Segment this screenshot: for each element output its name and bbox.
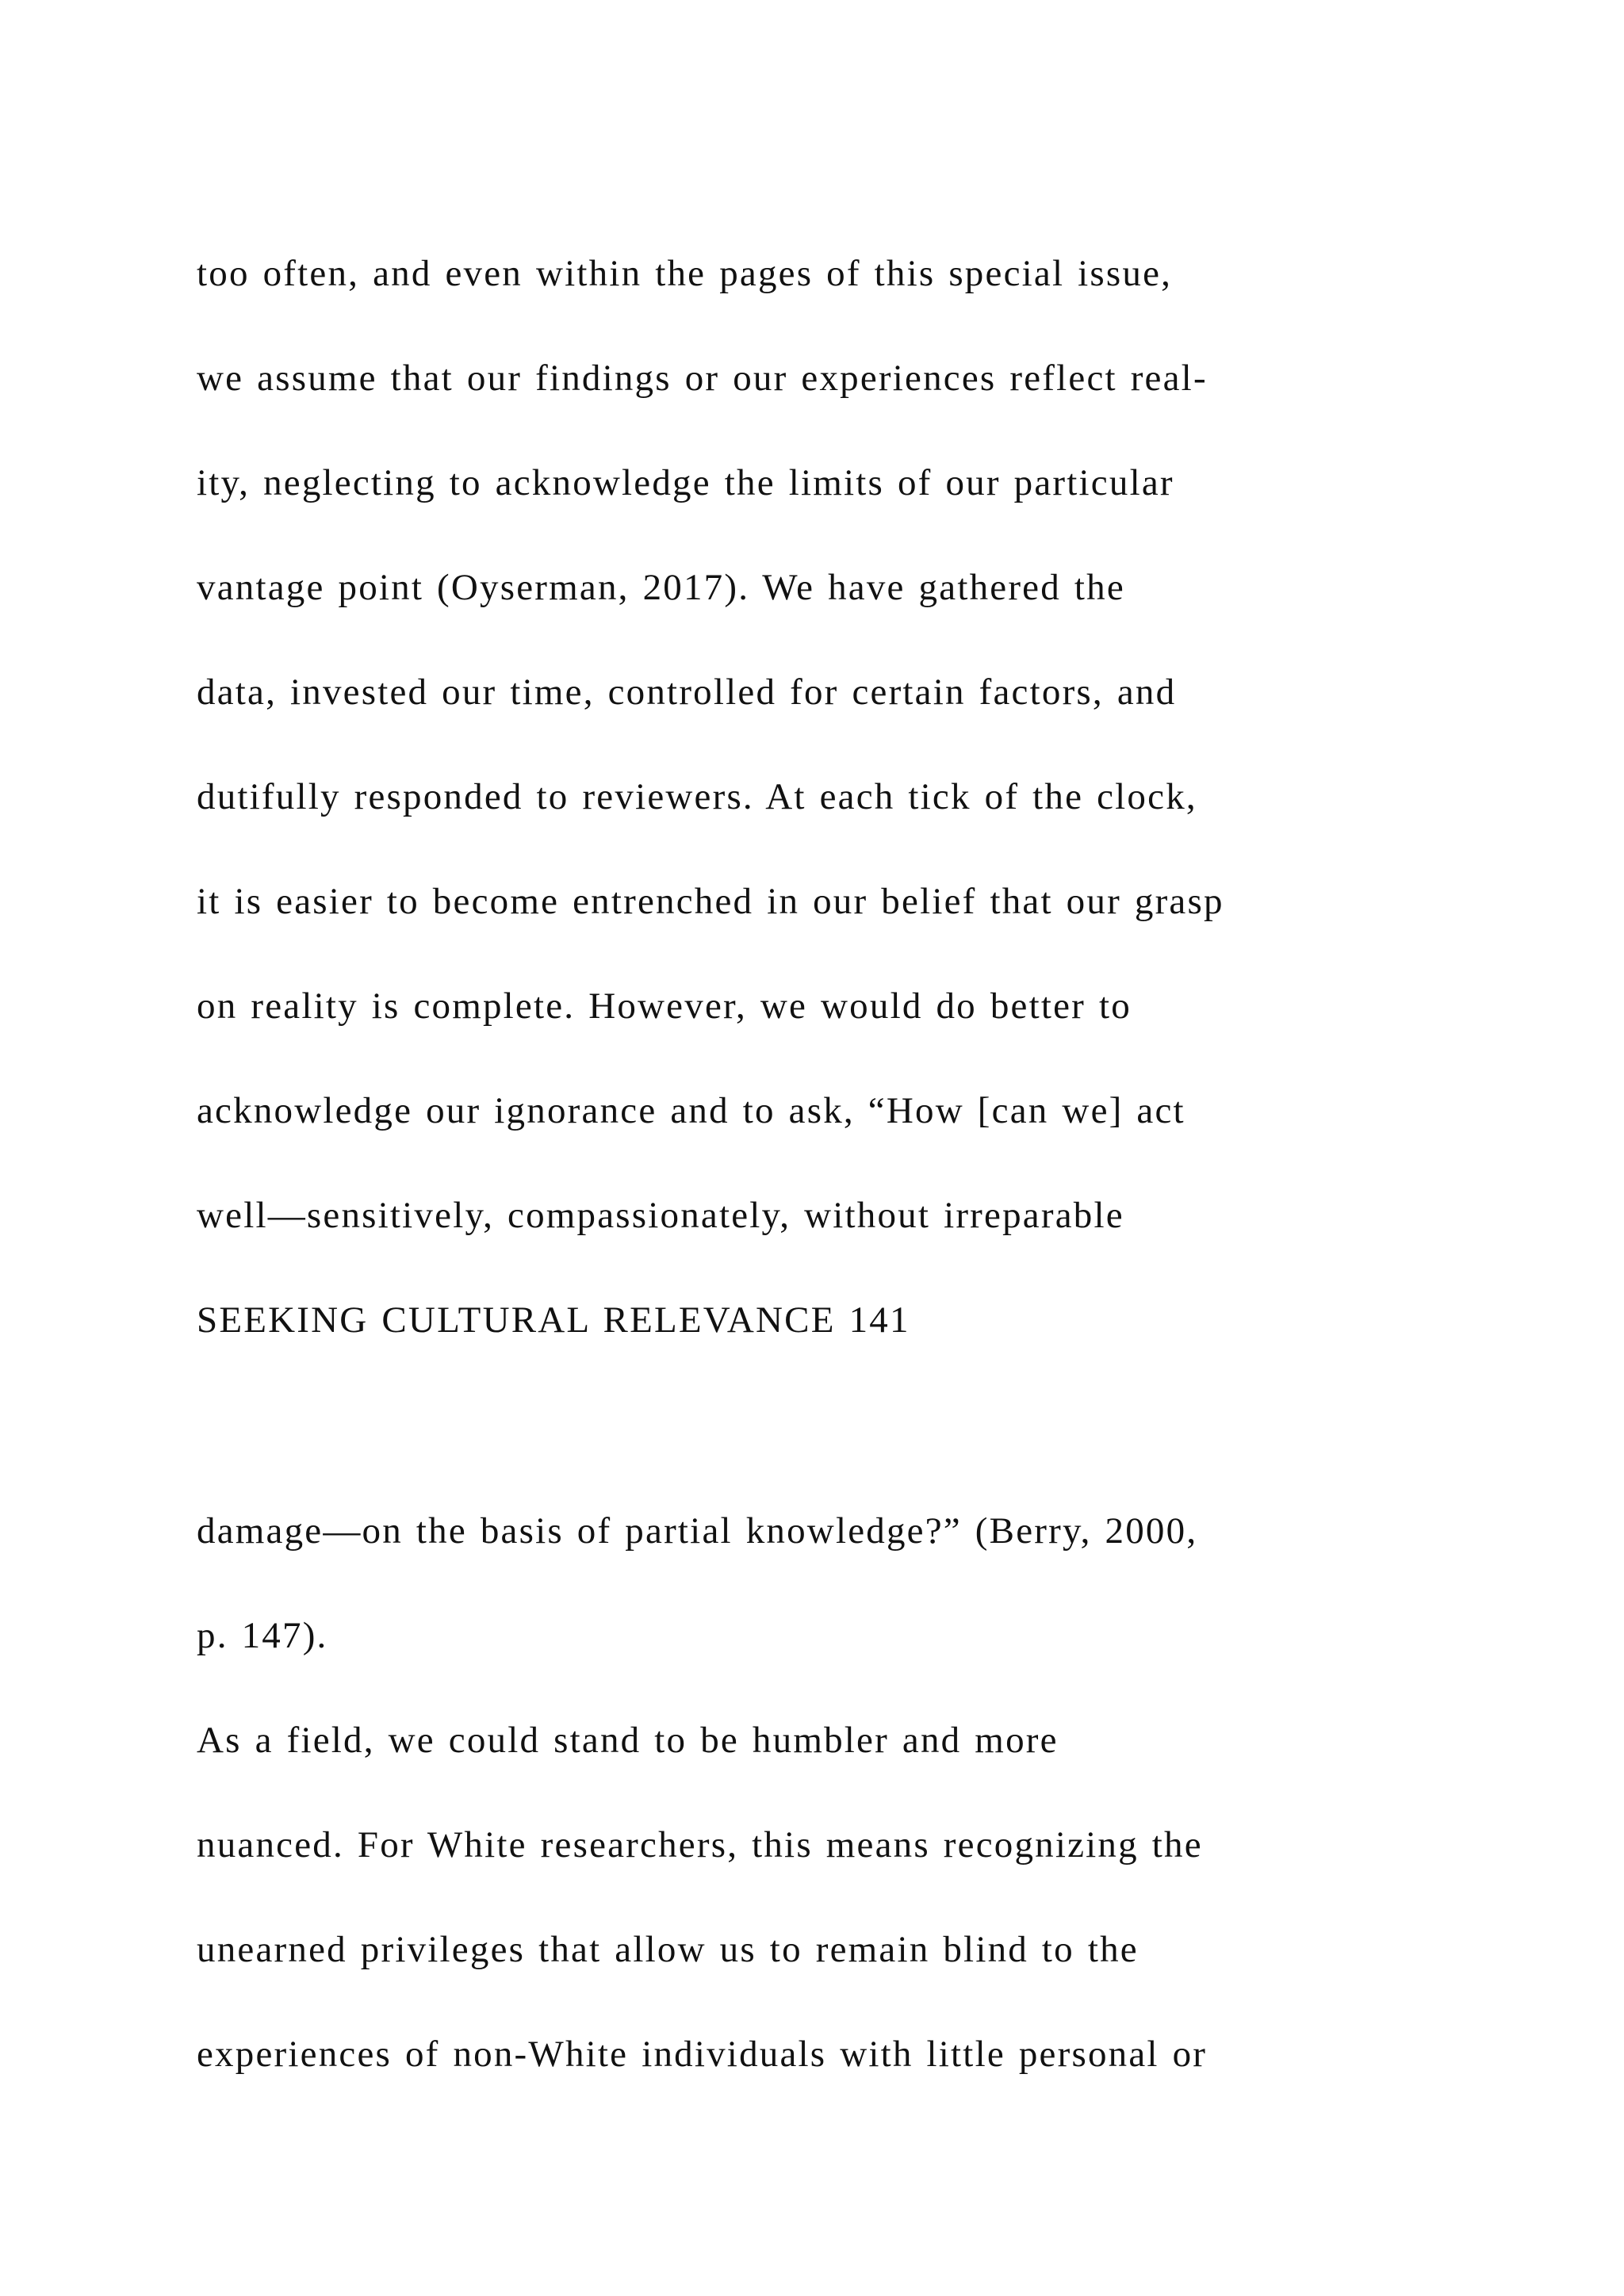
text-line: experiences of non-White individuals with little personal or: [197, 2034, 1208, 2075]
text-line: on reality is complete. However, we would do better to: [197, 985, 1132, 1027]
text-line: ity, neglecting to acknowledge the limits of our particular: [197, 462, 1174, 503]
text-line: too often, and even within the pages of this special issue,: [197, 253, 1173, 294]
running-head: SEEKING CULTURAL RELEVANCE 141: [197, 1299, 910, 1341]
text-line: unearned privileges that allow us to remain blind to the: [197, 1929, 1139, 1970]
text-line: As a field, we could stand to be humbler and more: [197, 1720, 1059, 1761]
text-line: vantage point (Oyserman, 2017). We have gathered the: [197, 567, 1125, 608]
text-line: well—sensitively, compassionately, without irreparable: [197, 1195, 1124, 1236]
text-line: nuanced. For White researchers, this means recognizing the: [197, 1824, 1203, 1866]
text-line: it is easier to become entrenched in our belief that our grasp: [197, 881, 1224, 922]
text-line: damage—on the basis of partial knowledge?” (Berry, 2000,: [197, 1510, 1198, 1552]
text-line: dutifully responded to reviewers. At each tick of the clock,: [197, 776, 1197, 817]
text-line: p. 147).: [197, 1615, 328, 1656]
text-line: we assume that our findings or our experiences reflect real-: [197, 358, 1208, 399]
text-line: data, invested our time, controlled for certain factors, and: [197, 672, 1177, 713]
text-line: acknowledge our ignorance and to ask, “How [can we] act: [197, 1090, 1185, 1131]
